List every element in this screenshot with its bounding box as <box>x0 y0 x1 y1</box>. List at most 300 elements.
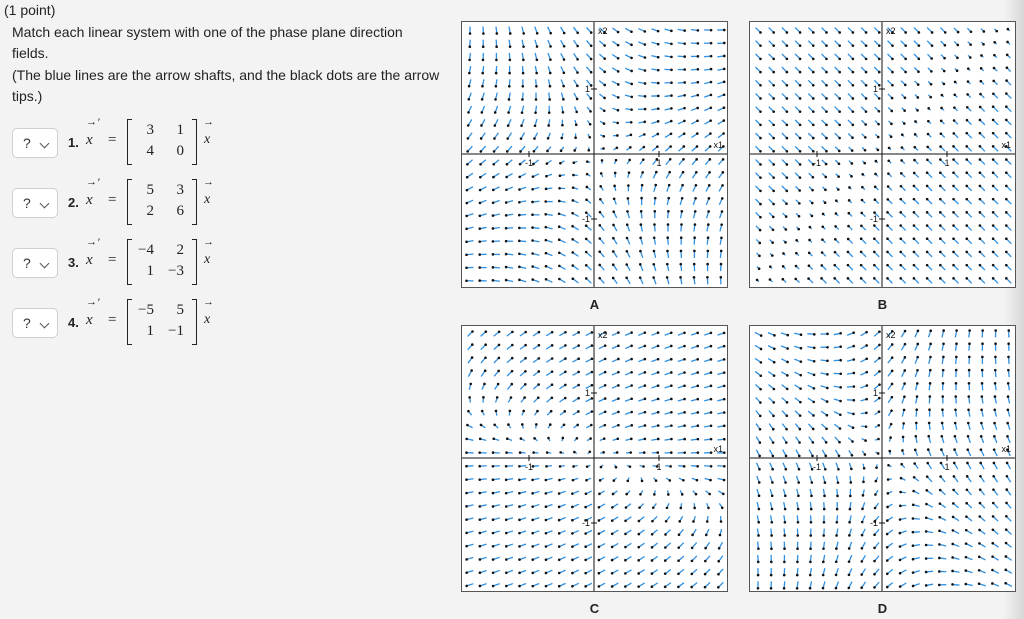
arrow-tip <box>939 185 942 188</box>
arrow-tip <box>758 455 761 458</box>
arrow-tip <box>864 149 867 152</box>
arrow-tip <box>558 265 561 268</box>
arrow-tip <box>723 55 726 58</box>
arrow-tip <box>538 331 541 334</box>
arrow-tip <box>992 119 995 122</box>
arrow-tip <box>914 133 917 136</box>
arrow-tip <box>838 58 841 61</box>
answer-select-4[interactable]: ? <box>12 308 58 338</box>
arrow-tip <box>992 502 995 505</box>
arrow-tip <box>891 383 894 386</box>
arrow-tip <box>838 150 841 153</box>
arrow-tip <box>799 428 802 431</box>
arrow-tip <box>890 135 893 138</box>
arrow-tip <box>952 277 955 280</box>
direction-field-c <box>461 325 728 592</box>
arrow-tip <box>758 267 761 270</box>
arrow-tip <box>617 384 620 387</box>
arrow-tip <box>812 414 815 417</box>
arrow-tip <box>902 436 905 439</box>
arrow-tip <box>1007 342 1010 345</box>
arrow-tip <box>603 44 606 47</box>
arrow-tip <box>925 503 928 506</box>
arrow-tip <box>536 32 539 35</box>
arrow-tip <box>545 545 548 548</box>
arrow-tip <box>890 123 893 126</box>
arrow-tip <box>900 159 903 162</box>
arrow-tip <box>954 435 957 438</box>
arrow-tip <box>878 84 881 87</box>
arrow-tip <box>1005 185 1008 188</box>
arrow-tip <box>929 343 932 346</box>
arrow-tip <box>604 397 607 400</box>
arrow-tip <box>860 212 863 215</box>
arrow-tip <box>966 488 969 491</box>
arrow-tip <box>929 96 932 99</box>
arrow-tip <box>630 424 633 427</box>
arrow-tip <box>697 411 700 414</box>
arrow-tip <box>759 229 762 232</box>
arrow-tip <box>812 97 815 100</box>
arrow-tip <box>563 32 566 35</box>
arrow-tip <box>834 225 837 228</box>
arrow-tip <box>478 227 481 230</box>
system-number: 4. <box>68 315 79 330</box>
arrow-tip <box>852 58 855 61</box>
arrow-tip <box>545 465 548 468</box>
arrow-tip <box>1005 105 1008 108</box>
arrow-tip <box>545 519 548 522</box>
arrow-tip <box>799 110 802 113</box>
arrow-tip <box>759 388 762 391</box>
arrow-tip <box>465 253 468 256</box>
arrow-tip <box>926 462 929 465</box>
arrow-tip <box>800 360 803 363</box>
arrow-tip <box>653 493 656 496</box>
arrow-tip <box>796 587 799 590</box>
arrow-tip <box>979 277 982 280</box>
arrow-tip <box>772 228 775 231</box>
arrow-tip <box>637 585 640 588</box>
arrow-tip <box>1006 54 1009 57</box>
arrow-tip <box>544 200 547 203</box>
arrow-tip <box>644 345 647 348</box>
arrow-tip <box>956 69 959 72</box>
arrow-tip <box>953 119 956 122</box>
arrow-tip <box>492 465 495 468</box>
arrow-tip <box>1006 41 1009 44</box>
arrow-tip <box>993 435 996 438</box>
arrow-tip <box>865 357 868 360</box>
arrow-tip <box>886 546 889 549</box>
chevron-down-icon <box>40 259 50 269</box>
arrow-tip <box>912 531 915 534</box>
arrow-tip <box>478 240 481 243</box>
arrow-tip <box>886 506 889 509</box>
arrow-tip <box>535 423 538 426</box>
arrow-tip <box>940 462 943 465</box>
arrow-tip <box>965 211 968 214</box>
arrow-tip <box>598 532 601 535</box>
arrow-tip <box>797 228 800 231</box>
arrow-tip <box>809 587 812 590</box>
arrow-tip <box>695 493 698 496</box>
arrow-tip <box>758 481 761 484</box>
arrow-tip <box>759 203 762 206</box>
arrow-tip <box>786 374 789 377</box>
arrow-tip <box>683 358 686 361</box>
arrow-tip <box>917 70 920 73</box>
arrow-tip <box>891 343 894 346</box>
arrow-tip <box>534 124 537 127</box>
arrow-tip <box>812 176 815 179</box>
arrow-tip <box>772 124 775 127</box>
arrow-tip <box>848 560 851 563</box>
arrow-tip <box>611 546 614 549</box>
arrow-tip <box>571 532 574 535</box>
arrow-tip <box>821 238 824 241</box>
arrow-tip <box>813 374 816 377</box>
arrow-tip <box>709 119 712 122</box>
arrow-tip <box>822 561 825 564</box>
arrow-tip <box>878 370 881 373</box>
arrow-tip <box>771 521 774 524</box>
arrow-tip <box>495 72 498 75</box>
arrow-tip <box>913 211 916 214</box>
arrow-tip <box>809 574 812 577</box>
arrow-tip <box>468 59 471 62</box>
arrow-tip <box>697 55 700 58</box>
arrow-tip <box>492 214 495 217</box>
arrow-tip <box>678 533 681 536</box>
arrow-tip <box>953 106 956 109</box>
arrow-tip <box>901 449 904 452</box>
arrow-tip <box>899 198 902 201</box>
direction-field-a <box>461 21 728 288</box>
arrow-tip <box>505 585 508 588</box>
arrow-tip <box>611 559 614 562</box>
arrow-tip <box>838 97 841 100</box>
arrow-tip <box>638 506 641 509</box>
arrow-tip <box>992 132 995 135</box>
arrow-tip <box>549 85 552 88</box>
arrow-tip <box>824 481 827 484</box>
arrow-tip <box>759 84 762 87</box>
arrow-tip <box>759 415 762 418</box>
arrow-tip <box>915 408 918 411</box>
arrow-tip <box>967 67 970 70</box>
arrow-tip <box>878 344 881 347</box>
arrow-tip <box>471 330 474 333</box>
arrow-tip <box>967 80 970 83</box>
arrow-tip <box>657 358 660 361</box>
arrow-tip <box>865 398 868 401</box>
arrow-tip <box>981 369 984 372</box>
arrow-tip <box>759 71 762 74</box>
arrow-tip <box>696 345 699 348</box>
arrow-tip <box>465 266 468 269</box>
arrow-tip <box>471 356 474 359</box>
arrow-tip <box>798 455 801 458</box>
arrow-tip <box>677 559 680 562</box>
arrow-tip <box>1006 66 1009 69</box>
arrow-tip <box>574 136 577 139</box>
arrow-tip <box>545 572 548 575</box>
arrow-tip <box>505 465 508 468</box>
arrow-tip <box>943 83 946 86</box>
arrow-tip <box>904 356 907 359</box>
arrow-tip <box>838 84 841 87</box>
arrow-tip <box>878 97 881 100</box>
arrow-tip <box>545 265 548 268</box>
arrow-tip <box>1005 224 1008 227</box>
arrow-tip <box>782 265 785 268</box>
arrow-tip <box>520 437 523 440</box>
arrow-tip <box>848 547 851 550</box>
arrow-tip <box>507 124 510 127</box>
arrow-tip <box>562 85 565 88</box>
arrow-tip <box>952 237 955 240</box>
arrow-tip <box>611 519 614 522</box>
arrow-tip <box>612 250 615 253</box>
arrow-tip <box>899 545 902 548</box>
arrow-tip <box>709 132 712 135</box>
arrow-tip <box>591 344 594 347</box>
arrow-tip <box>505 518 508 521</box>
arrow-tip <box>913 277 916 280</box>
arrow-tip <box>849 508 852 511</box>
arrow-tip <box>664 586 667 589</box>
arrow-tip <box>533 437 536 440</box>
arrow-tip <box>965 515 968 518</box>
arrow-tip <box>531 479 534 482</box>
arrow-tip <box>850 175 853 178</box>
arrow-tip <box>617 411 620 414</box>
arrow-tip <box>560 137 563 140</box>
arrow-tip <box>617 109 620 112</box>
arrow-tip <box>914 146 917 149</box>
arrow-tip <box>1007 409 1010 412</box>
arrow-tip <box>697 81 700 84</box>
arrow-tip <box>465 545 468 548</box>
arrow-tip <box>683 371 686 374</box>
arrow-tip <box>861 199 864 202</box>
arrow-tip <box>851 149 854 152</box>
arrow-tip <box>657 56 660 59</box>
arrow-tip <box>591 397 594 400</box>
arrow-tip <box>799 374 802 377</box>
arrow-tip <box>899 518 902 521</box>
arrow-tip <box>521 111 524 114</box>
arrow-tip <box>980 408 983 411</box>
arrow-tip <box>694 210 697 213</box>
arrow-tip <box>644 371 647 374</box>
arrow-tip <box>708 493 711 496</box>
y-tick-label: 1 <box>872 388 878 398</box>
arrow-tip <box>520 137 523 140</box>
arrow-tip <box>696 398 699 401</box>
arrow-tip <box>955 329 958 332</box>
arrow-tip <box>655 171 658 174</box>
arrow-tip <box>773 347 776 350</box>
arrow-tip <box>670 69 673 72</box>
arrow-tip <box>616 122 619 125</box>
arrow-tip <box>992 475 995 478</box>
arrow-tip <box>992 264 995 267</box>
arrow-tip <box>697 68 700 71</box>
arrow-tip <box>760 334 763 337</box>
arrow-tip <box>979 132 982 135</box>
arrow-tip <box>518 279 521 282</box>
arrow-tip <box>785 441 788 444</box>
arrow-tip <box>518 266 521 269</box>
arrow-tip <box>657 398 660 401</box>
arrow-tip <box>571 238 574 241</box>
arrow-tip <box>564 370 567 373</box>
arrow-tip <box>532 175 535 178</box>
arrow-tip <box>492 176 495 179</box>
arrow-tip <box>531 226 534 229</box>
arrow-tip <box>886 519 889 522</box>
arrow-tip <box>696 94 699 97</box>
arrow-tip <box>538 357 541 360</box>
arrow-tip <box>508 98 511 101</box>
arrow-tip <box>994 342 997 345</box>
arrow-tip <box>531 519 534 522</box>
arrow-tip <box>588 149 591 152</box>
arrow-tip <box>773 388 776 391</box>
chevron-down-icon <box>40 319 50 329</box>
arrow-tip <box>479 163 482 166</box>
arrow-tip <box>706 276 709 279</box>
arrow-tip <box>887 464 890 467</box>
arrow-tip <box>861 173 864 176</box>
arrow-tip <box>903 369 906 372</box>
arrow-tip <box>535 72 538 75</box>
answer-select-2[interactable]: ? <box>12 188 58 218</box>
arrow-tip <box>939 264 942 267</box>
arrow-tip <box>723 425 726 428</box>
arrow-tip <box>797 481 800 484</box>
arrow-tip <box>651 572 654 575</box>
arrow-tip <box>720 223 723 226</box>
arrow-tip <box>696 385 699 388</box>
arrow-tip <box>639 263 642 266</box>
arrow-tip <box>860 264 863 267</box>
arrow-tip <box>978 515 981 518</box>
arrow-tip <box>860 237 863 240</box>
arrow-tip <box>939 237 942 240</box>
arrow-tip <box>865 58 868 61</box>
arrow-tip <box>939 475 942 478</box>
arrow-tip <box>509 410 512 413</box>
arrow-tip <box>492 532 495 535</box>
arrow-tip <box>956 57 959 60</box>
arrow-tip <box>577 371 580 374</box>
arrow-tip <box>481 111 484 114</box>
arrow-tip <box>625 263 628 266</box>
arrow-tip <box>813 387 816 390</box>
arrow-tip <box>522 59 525 62</box>
arrow-tip <box>639 250 642 253</box>
x-tick-label: 1 <box>656 158 662 168</box>
arrow-tip <box>617 358 620 361</box>
plot-label-d: D <box>877 601 888 616</box>
arrow-tip <box>860 224 863 227</box>
arrow-tip <box>479 518 482 521</box>
arrow-tip <box>887 159 890 162</box>
arrow-tip <box>812 441 815 444</box>
arrow-tip <box>772 44 775 47</box>
arrow-tip <box>835 574 838 577</box>
arrow-tip <box>864 439 867 442</box>
arrow-tip <box>798 189 801 192</box>
arrow-tip <box>821 251 824 254</box>
arrow-tip <box>952 224 955 227</box>
arrow-tip <box>651 533 654 536</box>
arrow-tip <box>782 278 785 281</box>
arrow-tip <box>903 382 906 385</box>
arrow-tip <box>558 479 561 482</box>
arrow-tip <box>492 189 495 192</box>
arrow-tip <box>478 253 481 256</box>
arrow-tip <box>506 437 509 440</box>
arrow-tip <box>865 331 868 334</box>
arrow-tip <box>861 521 864 524</box>
arrow-tip <box>926 146 929 149</box>
arrow-tip <box>670 331 673 334</box>
arrow-tip <box>913 476 916 479</box>
arrow-tip <box>710 94 713 97</box>
y-tick-label: 1 <box>584 388 590 398</box>
arrow-tip <box>825 97 828 100</box>
arrow-tip <box>917 83 920 86</box>
arrow-tip <box>466 163 469 166</box>
arrow-tip <box>914 449 917 452</box>
arrow-tip <box>518 214 521 217</box>
arrow-tip <box>469 45 472 48</box>
arrow-tip <box>874 186 877 189</box>
arrow-tip <box>980 54 983 57</box>
arrow-tip <box>495 59 498 62</box>
arrow-tip <box>852 426 855 429</box>
arrow-tip <box>720 263 723 266</box>
arrow-tip <box>653 236 656 239</box>
arrow-tip <box>683 424 686 427</box>
arrow-tip <box>630 371 633 374</box>
arrow-tip <box>572 465 575 468</box>
arrow-tip <box>642 465 645 468</box>
arrow-tip <box>877 438 880 441</box>
answer-select-3[interactable]: ? <box>12 248 58 278</box>
arrow-tip <box>586 186 589 189</box>
arrow-tip <box>978 529 981 532</box>
arrow-tip <box>834 251 837 254</box>
arrow-tip <box>799 58 802 61</box>
arrow-tip <box>637 546 640 549</box>
arrow-tip <box>586 465 589 468</box>
arrow-tip <box>912 558 915 561</box>
arrow-tip <box>878 330 881 333</box>
arrow-tip <box>809 226 812 229</box>
arrow-tip <box>680 250 683 253</box>
answer-select-1[interactable]: ? <box>12 128 58 158</box>
arrow-tip <box>613 479 616 482</box>
arrow-tip <box>498 330 501 333</box>
arrow-tip <box>992 515 995 518</box>
arrow-tip <box>668 171 671 174</box>
arrow-tip <box>644 108 647 111</box>
